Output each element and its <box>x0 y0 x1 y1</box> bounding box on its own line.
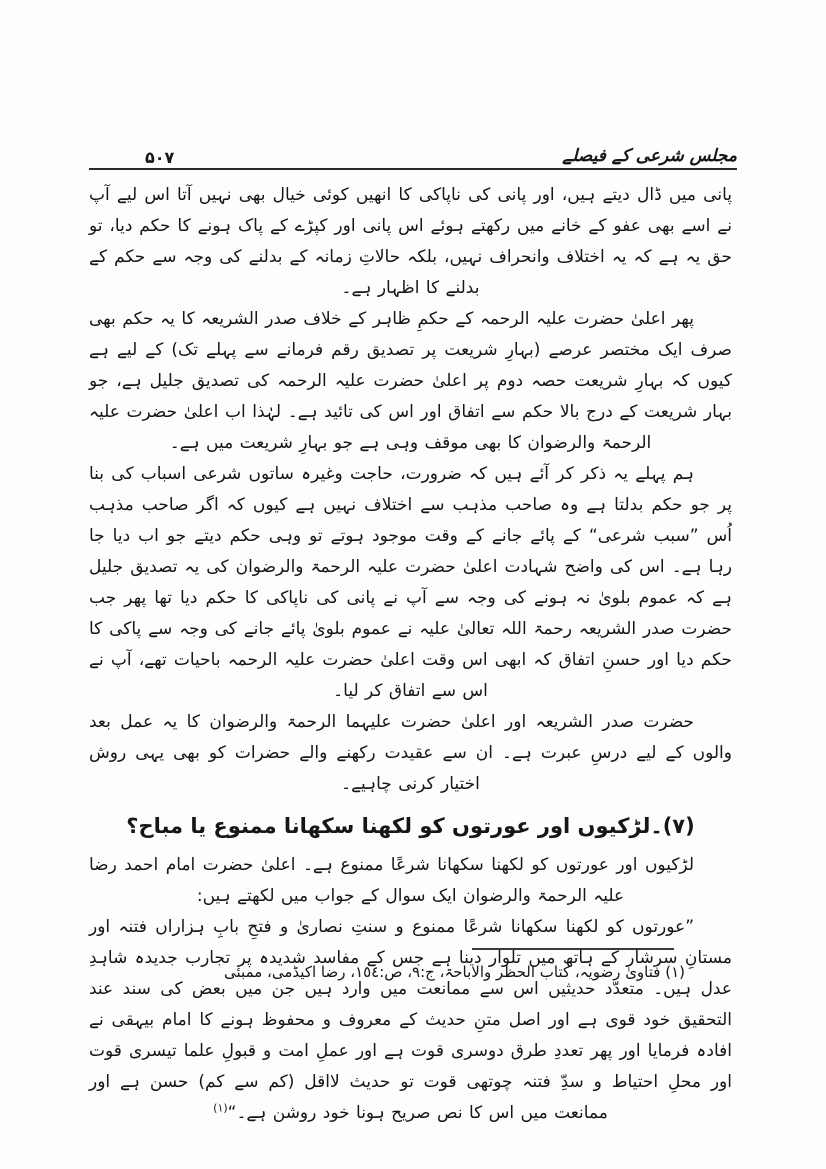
footnote-citation: (۱) فتاویٰ رضویہ، کتاب الحظر والاباحۃ، ج:٩، ص:١٥٤، رضا اکیڈمی، ممبئی <box>224 963 685 981</box>
paragraph-lesson: حضرت صدر الشریعہ اور اعلیٰ حضرت علیہما الرحمۃ والرضوان کا یہ عمل بعد والوں کے لیے درسِ عبرت ہے۔ ان سے عقیدت رکھنے والے حضرات کو بھی یہی روش اختیار کرنی چاہیے۔ <box>89 712 732 794</box>
page-number: ۵۰۷ <box>145 148 175 167</box>
paragraph-shari-asbab: ہم پہلے یہ ذکر کر آئے ہیں کہ ضرورت، حاجت وغیرہ ساتوں شرعی اسباب کی بنا پر جو حکم بدلتا ہے وہ صاحب مذہب سے اختلاف نہیں ہے کیوں کہ اگر صاحب مذہب اُس ”سبب شرعی“ کے پائے جانے کے وقت موجود ہوتے تو وہی حکم دیتے جو اب دیا جا رہا ہے۔ اس کی واضح شہادت اعلیٰ حضرت علیہ الرحمۃ والرضوان کی یہ تصدیق جلیل ہے کہ عموم بلویٰ نہ ہونے کی وجہ سے آپ نے پانی کی ناپاکی کا حکم دیا تھا پھر جب حضرت صدر الشریعہ رحمۃ اللہ تعالیٰ علیہ نے عموم بلویٰ پائے جانے کی وجہ سے پاکی کا حکم دیا اور حسنِ اتفاق کہ ابھی اس وقت اعلیٰ حضرت علیہ الرحمہ باحیات تھے، آپ نے اس سے اتفاق کر لیا۔ <box>89 464 732 701</box>
paragraph-answer-intro: لڑکیوں اور عورتوں کو لکھنا سکھانا شرعًا ممنوع ہے۔ اعلیٰ حضرت امام احمد رضا علیہ الرحمۃ والرضوان ایک سوال کے جواب میں لکھتے ہیں: <box>89 855 694 906</box>
footnote-reference-marker: (۱) <box>213 1101 228 1115</box>
section-heading-question-7: (۷)۔لڑکیوں اور عورتوں کو لکھنا سکھانا ممنوع یا مباح؟ <box>126 814 695 838</box>
footnote-separator-rule <box>472 948 674 950</box>
footnote-area <box>89 948 737 987</box>
paragraph-water-ruling: پانی میں ڈال دیتے ہیں، اور پانی کی ناپاکی کا انھیں کوئی خیال بھی نہیں آتا اس لیے آپ نے اسے بھی عفو کے خانے میں رکھتے ہوئے اس پانی اور کپڑے کے پاک ہونے کا حکم دیا، تو حق یہ ہے کہ یہ اختلاف وانحراف نہیں، بلکہ حالاتِ زمانہ کے بدلنے کی وجہ سے حکم کے بدلنے کا اظہار ہے۔ <box>89 185 732 298</box>
fatwa-quote-text: ”عورتوں کو لکھنا سکھانا شرعًا ممنوع و سنتِ نصاریٰ و فتحِ بابِ ہزاراں فتنہ اور مستانِ سرشار کے ہاتھ میں تلوار دینا ہے جس کے مفاسد شدیدہ پر تجارب جدیدہ شاہدِ عدل ہیں۔ متعدّد حدیثیں اس سے ممانعت میں وارد ہیں جن میں بعض کی سند عند التحقیق خود قوی ہے اور اصل متنِ حدیث کے معروف و محفوظ ہونے کا امام بیہقی نے افادہ فرمایا اور پھر تعددِ طرق دوسری قوت ہے اور عملِ امت و قبولِ علما تیسری قوت اور محلِ احتیاط و سدِّ فتنہ چوتھی قوت تو حدیث لااقل (کم سے کم) حسن ہے اور ممانعت میں اس کا نص صریح ہونا خود روشن ہے۔“ <box>89 917 732 1123</box>
running-head <box>89 132 737 170</box>
paragraph-fatwa-quote <box>89 912 732 1129</box>
running-head-title: مجلس شرعی کے فیصلے <box>562 146 737 166</box>
paragraph-sadr-ush-shariah-ruling: پھر اعلیٰ حضرت علیہ الرحمہ کے حکمِ ظاہر کے خلاف صدر الشریعہ کا یہ حکم بھی صرف ایک مختصر عرصے (بہارِ شریعت پر تصدیق رقم فرمانے سے پہلے تک) کے لیے ہے کیوں کہ بہارِ شریعت حصہ دوم پر اعلیٰ حضرت علیہ الرحمہ کی تصدیق جلیل ہے، جو بہار شریعت کے درج بالا حکم سے اتفاق اور اس کی تائید ہے۔ لہٰذا اب اعلیٰ حضرت علیہ الرحمۃ والرضوان کا بھی موقف وہی ہے جو بہارِ شریعت میں ہے۔ <box>89 309 732 453</box>
